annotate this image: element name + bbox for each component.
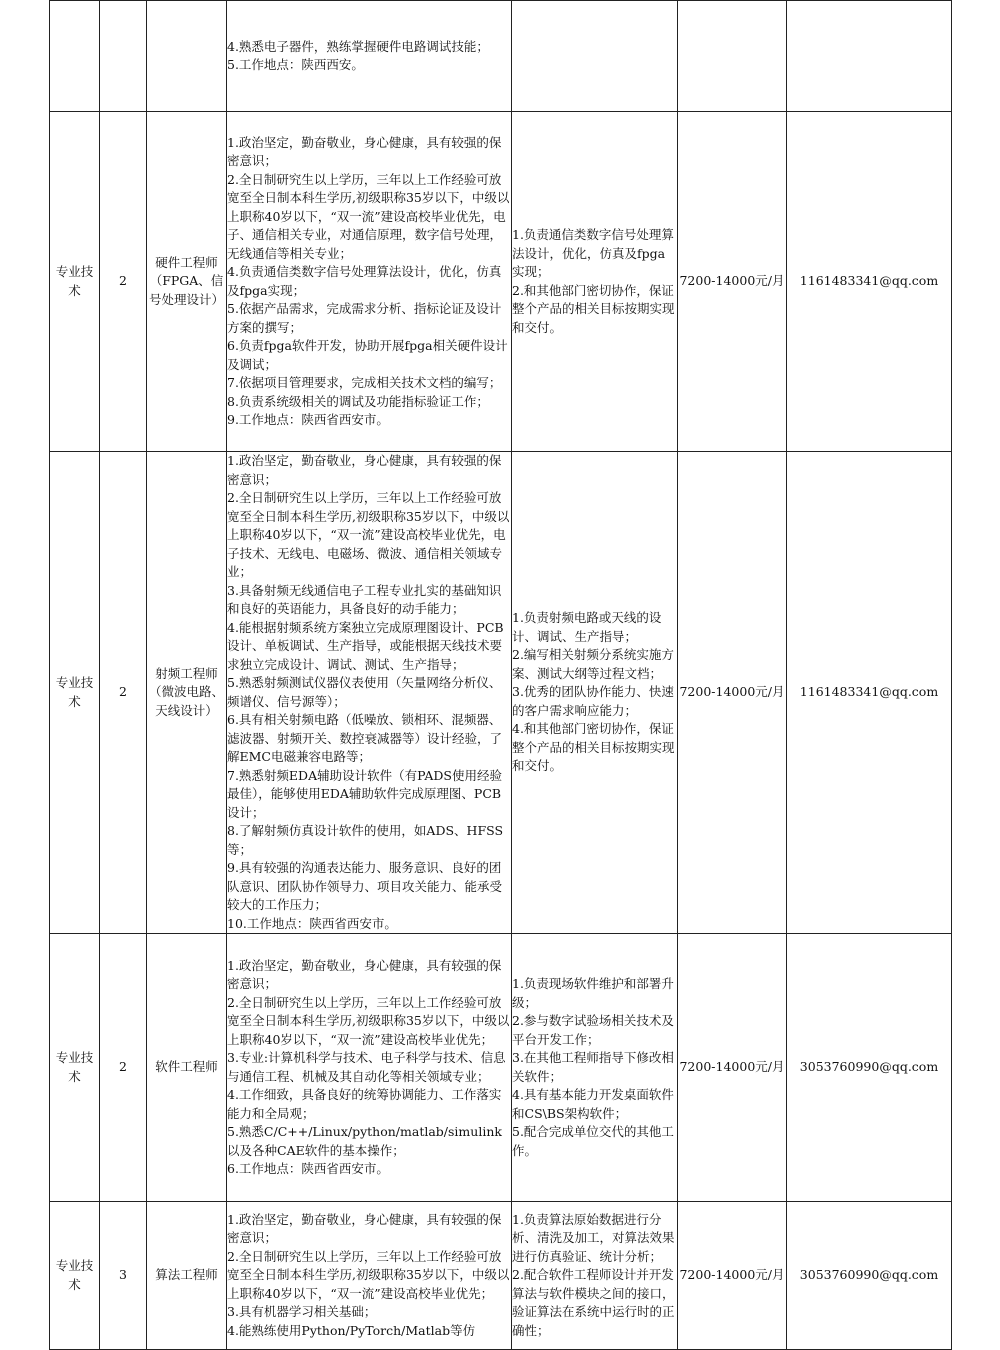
requirement-item: 1.政治坚定，勤奋敬业，身心健康，具有较强的保密意识； xyxy=(227,453,502,487)
requirement-item: 5.依据产品需求，完成需求分析、指标论证及设计方案的撰写； xyxy=(227,301,502,335)
category-cell: 专业技术 xyxy=(50,934,100,1202)
duty-item: 2.和其他部门密切协作，保证整个产品的相关目标按期实现和交付。 xyxy=(512,282,675,335)
requirement-item: 4.负责通信类数字信号处理算法设计，优化，仿真及fpga实现； xyxy=(227,264,502,298)
requirement-item: 1.政治坚定，勤奋敬业，身心健康，具有较强的保密意识； xyxy=(227,957,502,991)
table-row xyxy=(50,1202,952,1350)
requirement-item: 8.负责系统级相关的调试及功能指标验证工作； xyxy=(227,393,489,409)
duty-item: 4.和其他部门密切协作，保证整个产品的相关目标按期实现和交付。 xyxy=(512,721,675,774)
requirements-cell xyxy=(227,112,512,452)
duty-item: 3.在其他工程师指导下修改相关软件； xyxy=(512,1050,674,1084)
requirement-item: 5.熟悉射频测试仪器仪表使用（矢量网络分析仪、频谱仪、信号源等）； xyxy=(227,675,502,709)
email-cell: 3053760990@qq.com xyxy=(787,1202,952,1350)
email-cell: 1161483341@qq.com xyxy=(787,452,952,934)
duties-cell xyxy=(512,1202,678,1350)
table-row xyxy=(50,112,952,452)
requirement-item: 4.能根据射频系统方案独立完成原理图设计、PCB设计、单板调试、生产指导，或能根据天线技术要求独立完成设计、调试、测试、生产指导； xyxy=(227,619,504,672)
position-cell: 硬件工程师（FPGA、信号处理设计） xyxy=(147,112,227,452)
duty-item: 1.负责射频电路或天线的设计、调试、生产指导； xyxy=(512,610,662,644)
category-cell xyxy=(50,1,100,112)
duty-item: 2.参与数字试验场相关技术及平台开发工作； xyxy=(512,1013,674,1047)
category-cell: 专业技术 xyxy=(50,112,100,452)
duties-cell xyxy=(512,112,678,452)
position-cell: 软件工程师 xyxy=(147,934,227,1202)
category-cell: 专业技术 xyxy=(50,452,100,934)
requirement-item: 4.工作细致，具备良好的统筹协调能力、工作落实能力和全局观； xyxy=(227,1087,502,1121)
requirements-cell xyxy=(227,934,512,1202)
requirement-item: 10.工作地点：陕西省西安市。 xyxy=(227,915,397,931)
count-cell: 3 xyxy=(100,1202,147,1350)
salary-cell: 7200-14000元/月 xyxy=(678,112,787,452)
requirements-cell xyxy=(227,1,512,112)
requirement-item: 7.依据项目管理要求，完成相关技术文档的编写； xyxy=(227,375,502,390)
duty-item: 1.负责通信类数字信号处理算法设计，优化，仿真及fpga实现； xyxy=(512,227,674,279)
table-row xyxy=(50,452,952,934)
duty-item: 1.负责算法原始数据进行分析、清洗及加工，对算法效果进行仿真验证、统计分析； xyxy=(512,1211,675,1264)
requirement-item: 5.熟悉C/C++/Linux/python/matlab/simulink以及各种CAE软件的基本操作； xyxy=(227,1124,502,1158)
requirement-item: 3.具有机器学习相关基础； xyxy=(227,1304,377,1320)
table-row xyxy=(50,1,952,112)
duty-item: 2.配合软件工程师设计并开发算法与软件模块之间的接口，验证算法在系统中运行时的正确性； xyxy=(512,1267,675,1338)
recruitment-table xyxy=(49,0,952,1350)
salary-cell: 7200-14000元/月 xyxy=(678,452,787,934)
duty-item: 1.负责现场软件维护和部署升级； xyxy=(512,976,674,1010)
requirement-item: 8.了解射频仿真设计软件的使用，如ADS、HFSS等； xyxy=(227,823,504,857)
requirement-item: 9.工作地点：陕西省西安市。 xyxy=(227,412,389,427)
duty-item: 3.优秀的团队协作能力、快速的客户需求响应能力； xyxy=(512,684,674,718)
requirement-item: 2.全日制研究生以上学历，三年以上工作经验可放宽至全日制本科生学历,初级职称35岁以下，中级以上职称40岁以下，“双一流”建设高校毕业优先； xyxy=(227,1248,510,1301)
duty-item: 4.具有基本能力开发桌面软件和CS\BS架构软件； xyxy=(512,1087,674,1121)
requirement-item: 5.工作地点：陕西西安。 xyxy=(227,57,364,72)
position-cell: 算法工程师 xyxy=(147,1202,227,1350)
requirements-cell xyxy=(227,452,512,934)
count-cell xyxy=(100,1,147,112)
email-cell: 3053760990@qq.com xyxy=(787,934,952,1202)
salary-cell xyxy=(678,1,787,112)
requirement-item: 1.政治坚定，勤奋敬业，身心健康，具有较强的保密意识； xyxy=(227,134,502,168)
requirement-item: 4.能熟练使用Python/PyTorch/Matlab等仿 xyxy=(227,1322,476,1338)
duties-cell xyxy=(512,934,678,1202)
requirements-cell xyxy=(227,1202,512,1350)
requirement-item: 3.专业:计算机科学与技术、电子科学与技术、信息与通信工程、机械及其自动化等相关领域专业； xyxy=(227,1050,506,1084)
count-cell: 2 xyxy=(100,934,147,1202)
requirement-item: 2.全日制研究生以上学历，三年以上工作经验可放宽至全日制本科生学历,初级职称35岁以下，中级以上职称40岁以下，“双一流”建设高校毕业优先，电子、通信相关专业，对通信原理，数字信号处理，无线通信等相关专业； xyxy=(227,171,510,261)
category-cell: 专业技术 xyxy=(50,1202,100,1350)
position-cell xyxy=(147,1,227,112)
table-row xyxy=(50,934,952,1202)
count-cell: 2 xyxy=(100,452,147,934)
duties-cell xyxy=(512,1,678,112)
count-cell: 2 xyxy=(100,112,147,452)
email-cell xyxy=(787,1,952,112)
duty-item: 2.编写相关射频分系统实施方案、测试大纲等过程文档； xyxy=(512,647,674,681)
duties-cell xyxy=(512,452,678,934)
duty-item: 5.配合完成单位交代的其他工作。 xyxy=(512,1124,674,1158)
requirement-item: 6.负责fpga软件开发，协助开展fpga相关硬件设计及调试； xyxy=(227,338,508,372)
requirement-item: 6.具有相关射频电路（低噪放、锁相环、混频器、滤波器、射频开关、数控衰减器等）设计经验，了解EMC电磁兼容电路等； xyxy=(227,712,503,764)
requirement-item: 6.工作地点：陕西省西安市。 xyxy=(227,1161,389,1176)
position-cell: 射频工程师（微波电路、天线设计） xyxy=(147,452,227,934)
requirement-item: 4.熟悉电子器件，熟练掌握硬件电路调试技能； xyxy=(227,38,489,54)
salary-cell: 7200-14000元/月 xyxy=(678,1202,787,1350)
requirement-item: 1.政治坚定，勤奋敬业，身心健康，具有较强的保密意识； xyxy=(227,1211,502,1246)
requirement-item: 2.全日制研究生以上学历，三年以上工作经验可放宽至全日制本科生学历,初级职称35岁以下，中级以上职称40岁以下，“双一流”建设高校毕业优先，电子技术、无线电、电磁场、微波、通信相关领域专业； xyxy=(227,490,510,579)
requirement-item: 3.具备射频无线通信电子工程专业扎实的基础知识和良好的英语能力，具备良好的动手能力； xyxy=(227,582,502,616)
requirement-item: 9.具有较强的沟通表达能力、服务意识、良好的团队意识、团队协作领导力、项目攻关能力、能承受较大的工作压力； xyxy=(227,860,503,912)
requirement-item: 2.全日制研究生以上学历，三年以上工作经验可放宽至全日制本科生学历,初级职称35岁以下，中级以上职称40岁以下，“双一流”建设高校毕业优先； xyxy=(227,994,510,1047)
email-cell: 1161483341@qq.com xyxy=(787,112,952,452)
salary-cell: 7200-14000元/月 xyxy=(678,934,787,1202)
requirement-item: 7.熟悉射频EDA辅助设计软件（有PADS使用经验最佳），能够使用EDA辅助软件完成原理图、PCB设计； xyxy=(227,767,502,820)
